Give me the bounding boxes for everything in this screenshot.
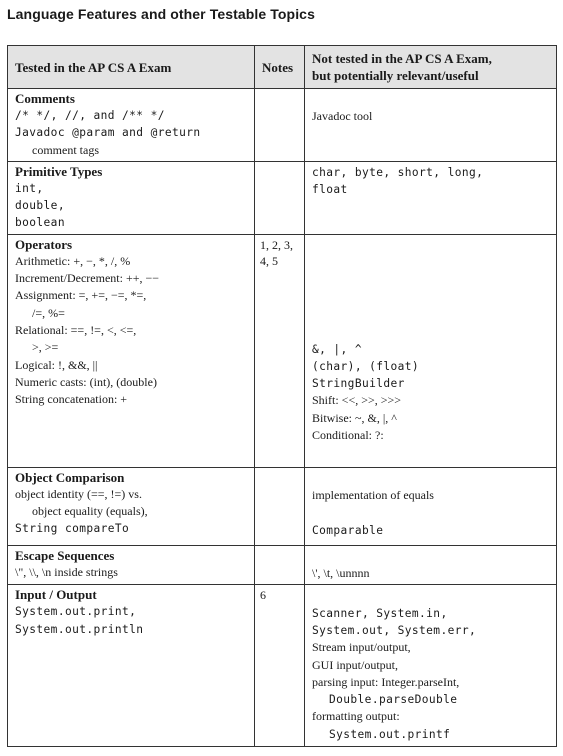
tested-cell [8,161,255,234]
not-tested-line [312,548,550,565]
table-row-object-comparison [8,467,557,545]
not-tested-cell [305,161,557,234]
not-tested-cell [305,585,557,747]
header-not-tested-line2: but potentially relevant/useful [312,68,479,83]
not-tested-line: Double.parseDouble [329,693,458,707]
not-tested-line [312,271,550,288]
section-title: Escape Sequences [15,547,115,563]
notes-cell [255,585,305,747]
tested-cell [8,545,255,585]
table-row-escape-sequences [8,545,557,585]
section-title: Object Comparison [15,469,125,485]
tested-line: /* */, //, and /** */ [15,109,165,122]
not-tested-cell [305,545,557,585]
not-tested-line: Scanner, System.in, [312,606,448,620]
not-tested-line: Javadoc tool [312,109,373,124]
not-tested-cell [305,234,557,467]
not-tested-line [312,254,550,271]
notes-line: 6 [260,588,266,603]
not-tested-line [312,587,550,604]
section-title: Primitive Types [15,163,103,179]
not-tested-line: (char), (float) [312,359,420,373]
tested-line: System.out.println [15,622,144,636]
not-tested-line: Conditional: ?: [312,428,384,443]
not-tested-line: &, |, ^ [312,342,362,356]
tested-line: Assignment: =, +=, −=, *=, [15,288,147,303]
not-tested-line [312,289,550,306]
notes-cell [255,161,305,234]
features-table [7,45,557,747]
notes-line: 4, 5 [260,253,278,268]
not-tested-line: System.out.printf [329,727,451,741]
not-tested-line: Comparable [312,523,384,537]
header-tested: Tested in the AP CS A Exam [8,46,255,89]
not-tested-line: StringBuilder [312,377,405,391]
header-notes: Notes [255,46,305,89]
table-row-input-output [8,585,557,747]
not-tested-line [312,91,550,108]
tested-line: \", \\, \n inside strings [15,564,118,579]
not-tested-line: char, byte, short, long, [312,165,484,179]
tested-line: Increment/Decrement: ++, −− [15,271,160,286]
not-tested-line: System.out, System.err, [312,623,477,637]
page-title: Language Features and other Testable Topics [7,6,315,22]
tested-line: comment tags [32,142,99,157]
header-not-tested [305,46,557,89]
not-tested-line: \', \t, \unnnn [312,566,370,581]
not-tested-line [312,323,550,340]
tested-line: System.out.print, [15,605,137,619]
not-tested-line [312,306,550,323]
not-tested-cell [305,467,557,545]
table-row-comments [8,89,557,162]
tested-line: >, >= [32,340,59,355]
section-title: Operators [15,236,73,252]
not-tested-line [312,470,550,487]
not-tested-line: Shift: <<, >>, >>> [312,393,402,408]
not-tested-line: formatting output: [312,709,400,724]
not-tested-line [312,237,550,254]
not-tested-line [312,504,550,521]
notes-cell [255,89,305,162]
tested-line: double, [15,199,65,213]
tested-line: String concatenation: + [15,392,128,407]
table-row-operators [8,234,557,467]
tested-line: Javadoc @param and @return [15,126,201,140]
not-tested-line: Bitwise: ~, &, |, ^ [312,410,397,425]
tested-line: /=, %= [32,305,65,320]
notes-cell [255,234,305,467]
section-title: Comments [15,91,75,106]
tested-cell [8,585,255,747]
header-not-tested-line1: Not tested in the AP CS A Exam, [312,51,492,66]
not-tested-line: implementation of equals [312,488,434,503]
notes-line: 1, 2, 3, [260,237,293,252]
section-title: Input / Output [15,587,97,603]
tested-line: Arithmetic: +, −, *, /, % [15,253,131,268]
not-tested-line: float [312,183,348,197]
tested-cell [8,234,255,467]
not-tested-line: parsing input: Integer.parseInt, [312,674,460,689]
not-tested-line: GUI input/output, [312,657,398,672]
tested-cell [8,89,255,162]
tested-line: Numeric casts: (int), (double) [15,374,157,389]
tested-line: int, [15,181,44,195]
tested-line: boolean [15,216,65,230]
tested-line: String compareTo [15,522,130,536]
tested-line: Logical: !, &&, || [15,357,98,372]
notes-cell [255,545,305,585]
tested-line: object identity (==, !=) vs. [15,486,142,501]
tested-line: Relational: ==, !=, <, <=, [15,322,137,337]
notes-cell [255,467,305,545]
not-tested-cell [305,89,557,162]
not-tested-line: Stream input/output, [312,640,411,655]
tested-line: object equality (equals), [32,504,148,519]
tested-cell [8,467,255,545]
table-row-primitive-types [8,161,557,234]
header-row [8,46,557,89]
